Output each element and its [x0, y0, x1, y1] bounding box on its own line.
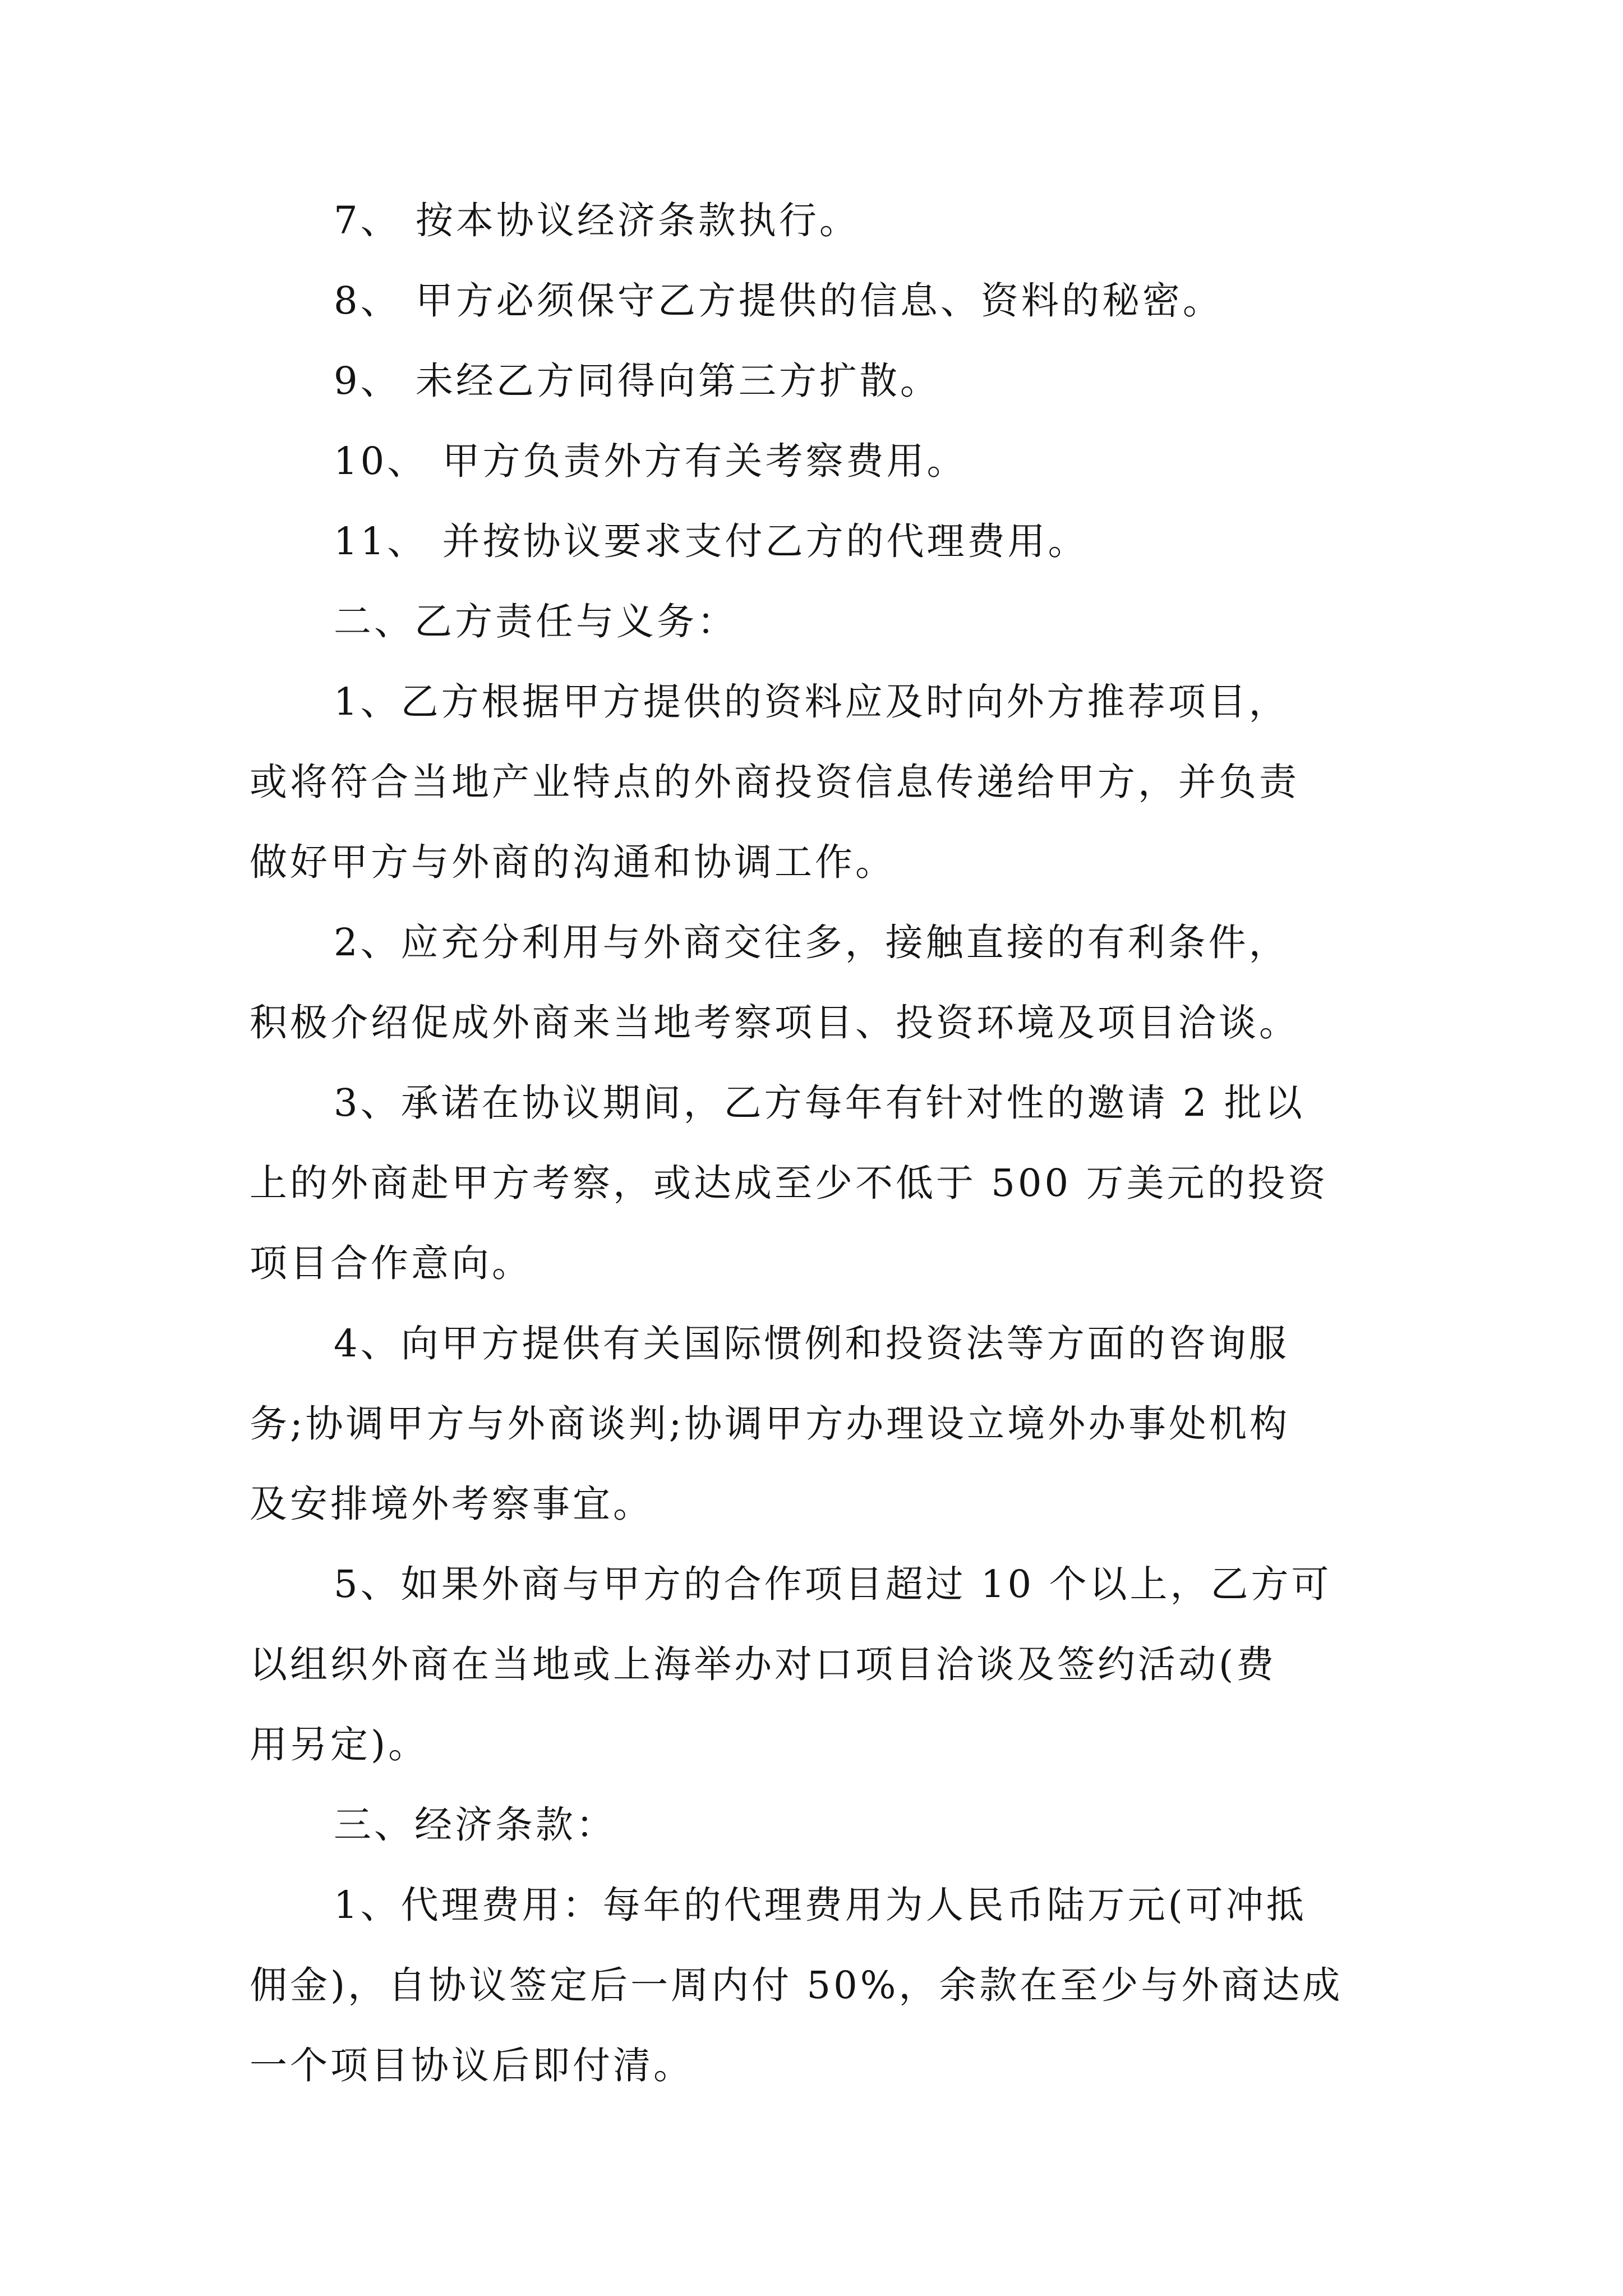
- clause-7: 7、 按本协议经济条款执行。: [334, 199, 860, 242]
- party-b-item-5-line-1: 5、如果外商与甲方的合作项目超过 10 个以上，乙方可: [334, 1562, 1332, 1606]
- party-b-item-4-line-3: 及安排境外考察事宜。: [250, 1482, 653, 1526]
- clause-8: 8、 甲方必须保守乙方提供的信息、资料的秘密。: [334, 279, 1223, 323]
- party-b-item-3-line-2: 上的外商赴甲方考察，或达成至少不低于 500 万美元的投资: [250, 1161, 1329, 1205]
- clause-11: 11、 并按协议要求支付乙方的代理费用。: [334, 519, 1089, 563]
- party-b-item-3-line-1: 3、承诺在协议期间，乙方每年有针对性的邀请 2 批以: [334, 1081, 1305, 1125]
- document-body: [250, 199, 1394, 2127]
- party-b-item-4-line-1: 4、向甲方提供有关国际惯例和投资法等方面的咨询服: [334, 1322, 1289, 1365]
- party-b-item-2-line-1: 2、应充分利用与外商交往多，接触直接的有利条件，: [334, 921, 1289, 964]
- section-heading-2: 二、乙方责任与义务：: [334, 600, 737, 643]
- party-b-item-4-line-2: 务;协调甲方与外商谈判;协调甲方办理设立境外办事处机构: [250, 1402, 1290, 1446]
- party-b-item-1-line-3: 做好甲方与外商的沟通和协调工作。: [250, 840, 896, 884]
- party-b-item-2-line-2: 积极介绍促成外商来当地考察项目、投资环境及项目洽谈。: [250, 1001, 1299, 1045]
- clause-10: 10、 甲方负责外方有关考察费用。: [334, 439, 967, 483]
- clause-9: 9、 未经乙方同得向第三方扩散。: [334, 359, 940, 403]
- party-b-item-5-line-2: 以组织外商在当地或上海举办对口项目洽谈及签约活动(费: [250, 1642, 1277, 1686]
- party-b-item-3-line-3: 项目合作意向。: [250, 1241, 532, 1285]
- party-b-item-5-line-3: 用另定)。: [250, 1723, 429, 1766]
- party-b-item-1-line-1: 1、乙方根据甲方提供的资料应及时向外方推荐项目，: [334, 680, 1289, 724]
- economic-item-1-line-1: 1、代理费用：每年的代理费用为人民币陆万元(可冲抵: [334, 1883, 1307, 1927]
- economic-item-1-line-3: 一个项目协议后即付清。: [250, 2044, 694, 2087]
- party-b-item-1-line-2: 或将符合当地产业特点的外商投资信息传递给甲方，并负责: [250, 760, 1299, 804]
- economic-item-1-line-2: 佣金)，自协议签定后一周内付 50%，余款在至少与外商达成: [250, 1963, 1343, 2007]
- section-heading-3: 三、经济条款：: [334, 1803, 616, 1847]
